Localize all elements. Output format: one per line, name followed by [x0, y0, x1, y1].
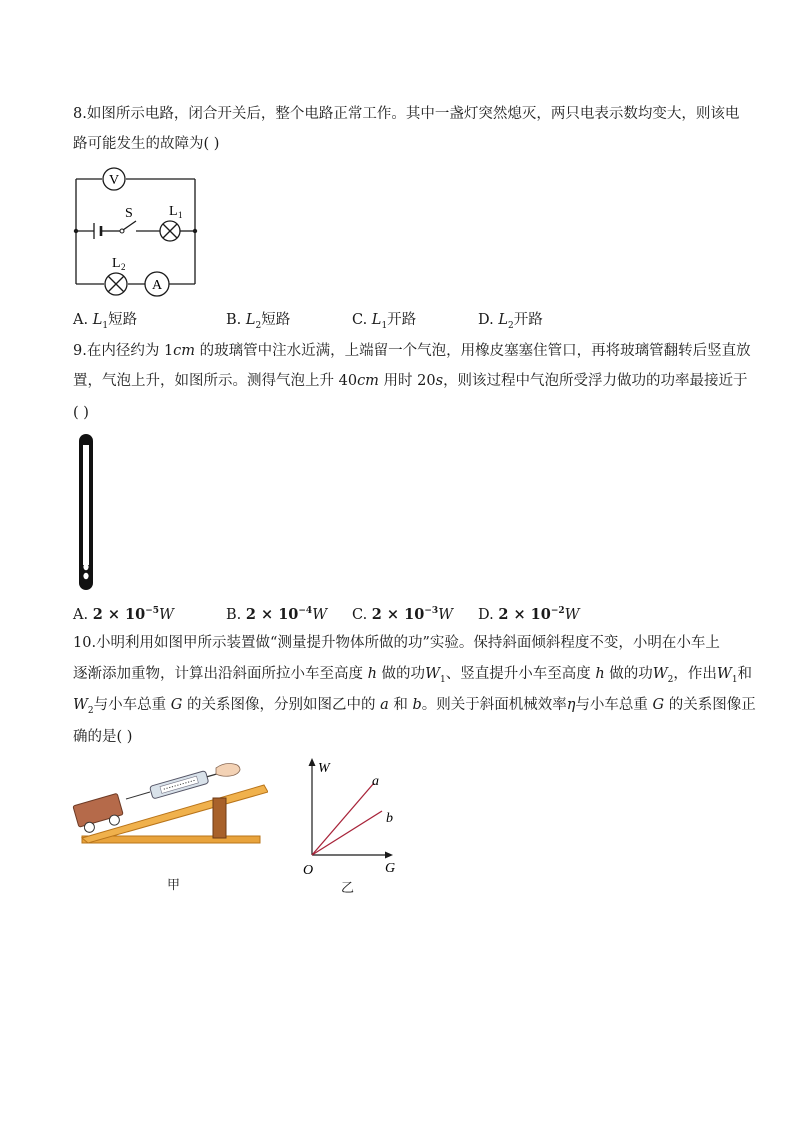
- q10-text-line3: $W_2$与小车总重 G 的关系图像，分别如图乙中的 a 和 b。则关于斜面机械效率η与小车总重 G 的关系图像正: [73, 697, 756, 716]
- q8-option-d[interactable]: D. $L_2$开路: [478, 312, 543, 331]
- graph-y-label: W: [318, 761, 330, 776]
- q9-text-line3: ( ): [73, 405, 89, 421]
- q9-option-a[interactable]: A. $2 \times 10^{-5}W$: [73, 605, 174, 623]
- lamp1-label: L: [169, 204, 178, 219]
- voltmeter-label: V: [108, 173, 120, 188]
- q10-text-line1: 10.小明利用如图甲所示装置做“测量提升物体所做的功”实验。保持斜面倾斜程度不变，小明在小车上: [73, 635, 720, 651]
- q8-circuit-diagram: [70, 165, 205, 300]
- q9-glass-tube-figure: [77, 432, 97, 592]
- q8-text-line1: 8.如图所示电路，闭合开关后，整个电路正常工作。其中一盏灯突然熄灭，两只电表示数均变大，则该电: [73, 106, 740, 122]
- q10-text-line4: 确的是( ): [73, 729, 133, 745]
- q8-text-line2: 路可能发生的故障为( ): [73, 136, 220, 152]
- q10-fig-a-caption: 甲: [167, 878, 181, 893]
- graph-line-b-label: b: [386, 811, 393, 826]
- q9-option-d[interactable]: D. $2 \times 10^{-2}W$: [478, 605, 580, 623]
- lamp2-sub: 2: [121, 262, 126, 272]
- q10-w-g-graph: [296, 755, 406, 880]
- switch-label: S: [125, 206, 133, 221]
- graph-x-label: G: [385, 861, 396, 876]
- graph-line-b: [312, 811, 382, 855]
- graph-line-a: [312, 783, 374, 855]
- ammeter-label: A: [151, 278, 163, 293]
- q8-option-a[interactable]: A. $L_1$短路: [73, 312, 138, 331]
- q9-option-c[interactable]: C. $2 \times 10^{-3}W$: [352, 605, 454, 623]
- graph-origin-label: O: [303, 863, 314, 878]
- q10-incline-figure: [68, 758, 268, 850]
- q8-option-c[interactable]: C. $L_1$开路: [352, 312, 417, 331]
- q9-option-b[interactable]: B. $2 \times 10^{-4}W$: [226, 605, 328, 623]
- lamp2-label: L: [112, 256, 121, 271]
- q8-option-b[interactable]: B. $L_2$短路: [226, 312, 291, 331]
- graph-line-a-label: a: [372, 774, 379, 789]
- q9-text-line1: 9.在内径约为 1cm 的玻璃管中注水近满，上端留一个气泡，用橡皮塞塞住管口，再将玻璃管翻转后竖直放: [73, 343, 751, 359]
- q10-fig-b-caption: 乙: [341, 881, 355, 896]
- lamp1-sub: 1: [178, 210, 183, 220]
- q9-text-line2: 置，气泡上升，如图所示。测得气泡上升 40cm 用时 20s，则该过程中气泡所受浮力做功的功率最接近于: [73, 373, 748, 389]
- q10-text-line2: 逐渐添加重物，计算出沿斜面所拉小车至高度 h 做的功$W_1$、竖直提升小车至高度 h 做的功$W_2$，作出$W_1$和: [73, 666, 753, 685]
